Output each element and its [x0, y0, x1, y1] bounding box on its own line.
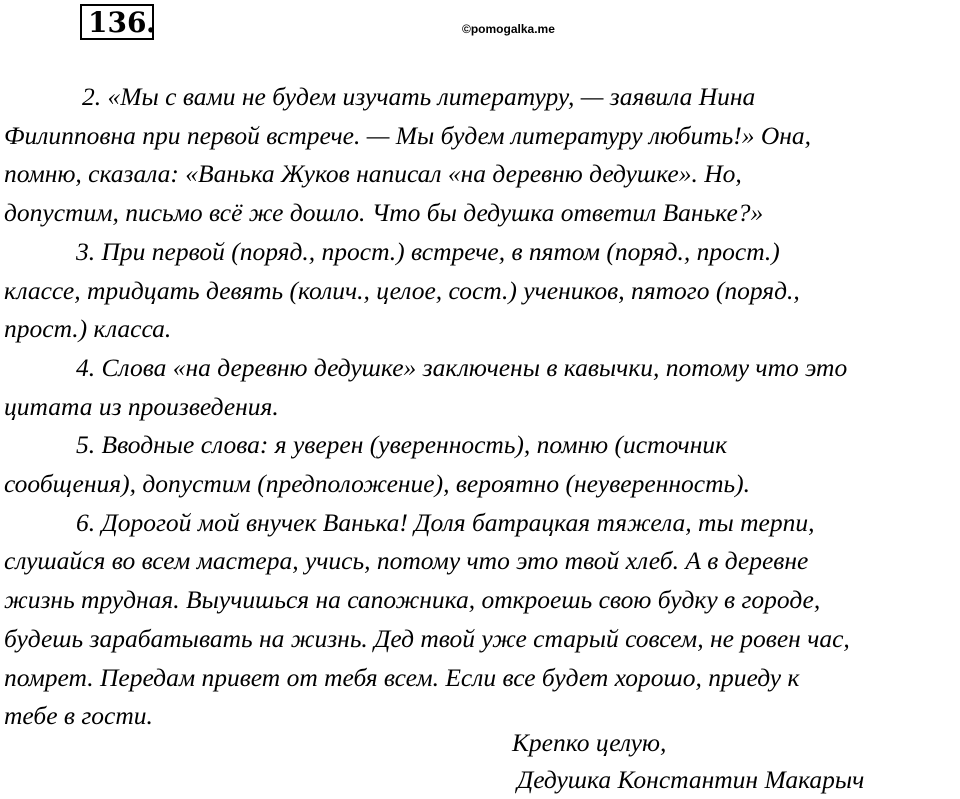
paragraph-3-line-2: классе, тридцать девять (колич., целое, сост.) учеников, пятого (поряд.,: [4, 275, 800, 305]
exercise-number: 136: [88, 6, 147, 39]
signature-name: Дедушка Константин Макарыч: [517, 765, 865, 794]
signature-closing: Крепко целую,: [512, 728, 667, 757]
exercise-number-box: [80, 4, 154, 40]
paragraph-2-line-3: помню, сказала: «Ванька Жуков написал «на деревню дедушке». Но,: [4, 159, 742, 189]
paragraph-4-line-1: 4. Слова «на деревню дедушке» заключены в кавычки, потому что это: [76, 352, 848, 382]
paragraph-6-line-4: будешь зарабатывать на жизнь. Дед твой уже старый совсем, не ровен час,: [4, 623, 850, 653]
watermark: ©pomogalka.me: [462, 22, 555, 36]
paragraph-2-line-4: допустим, письмо всё же дошло. Что бы дедушка ответил Ваньке?»: [4, 198, 764, 228]
paragraph-2-line-2: Филипповна при первой встрече. — Мы будем литературу любить!» Она,: [4, 120, 812, 150]
paragraph-6-line-5: помрет. Передам привет от тебя всем. Если все будет хорошо, приеду к: [4, 662, 800, 692]
exercise-number-dot: .: [146, 6, 156, 39]
paragraph-2-line-1: 2. «Мы с вами не будем изучать литературу, — заявила Нина: [82, 82, 756, 111]
paragraph-4-line-2: цитата из произведения.: [4, 391, 279, 421]
paragraph-5-line-1: 5. Вводные слова: я уверен (уверенность), помню (источник: [76, 430, 728, 460]
paragraph-6-line-6: тебе в гости.: [4, 701, 153, 731]
paragraph-3-line-1: 3. При первой (поряд., прост.) встрече, в пятом (поряд., прост.): [76, 236, 780, 266]
paragraph-5-line-2: сообщения), допустим (предположение), вероятно (неуверенность).: [4, 469, 750, 499]
paragraph-6-line-1: 6. Дорогой мой внучек Ванька! Доля батрацкая тяжела, ты терпи,: [76, 507, 815, 537]
paragraph-3-line-3: прост.) класса.: [4, 314, 172, 344]
answer-text: [4, 78, 956, 736]
paragraph-6-line-2: слушайся во всем мастера, учись, потому что это твой хлеб. А в деревне: [4, 546, 809, 576]
paragraph-6-line-3: жизнь трудная. Выучишься на сапожника, откроешь свою будку в городе,: [4, 585, 821, 615]
